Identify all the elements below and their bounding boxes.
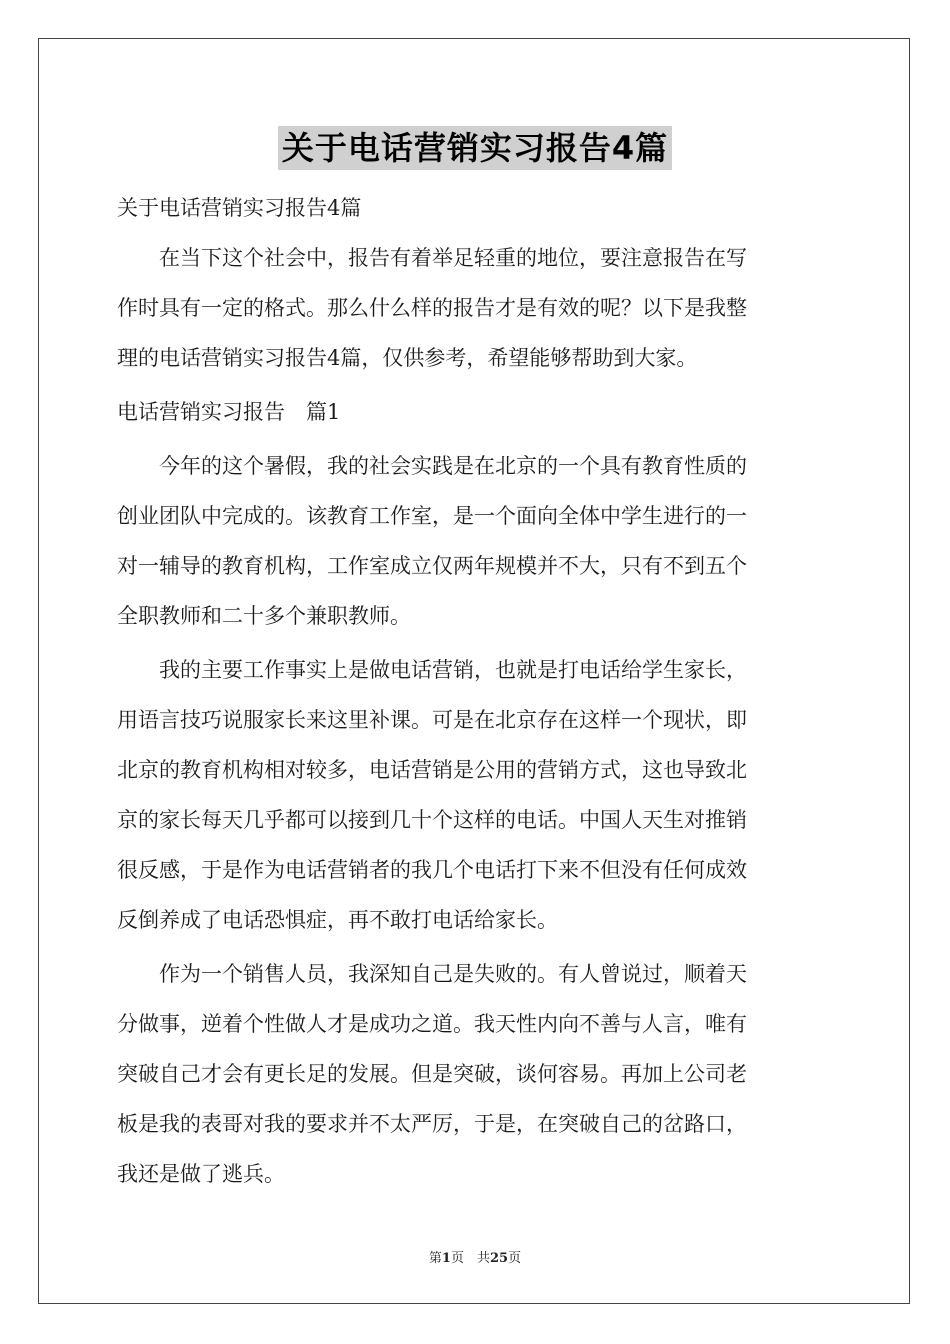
text-line: 板是我的表哥对我的要求并不太严厉，于是，在突破自己的岔路口， <box>117 1112 747 1136</box>
document-body <box>117 183 833 1203</box>
paragraph <box>117 441 833 641</box>
text-line: 创业团队中完成的。该教育工作室，是一个面向全体中学生进行的一 <box>117 504 747 528</box>
text-line: 今年的这个暑假，我的社会实践是在北京的一个具有教育性质的 <box>117 454 747 478</box>
paragraph <box>117 949 833 1199</box>
text-line: 全职教师和二十多个兼职教师。 <box>117 604 411 628</box>
document-title: 关于电话营销实习报告4篇 <box>278 126 672 170</box>
title-area <box>0 126 950 170</box>
paragraph-list <box>117 233 833 1199</box>
text-line: 很反感，于是作为电话营销者的我几个电话打下来不但没有任何成效 <box>117 858 747 882</box>
document-subtitle: 关于电话营销实习报告4篇 <box>117 196 362 220</box>
text-line: 作时具有一定的格式。那么什么样的报告才是有效的呢？以下是我整 <box>117 296 747 320</box>
paragraph <box>117 645 833 945</box>
text-line: 我还是做了逃兵。 <box>117 1162 285 1186</box>
text-line: 突破自己才会有更长足的发展。但是突破，谈何容易。再加上公司老 <box>117 1062 747 1086</box>
text-line: 反倒养成了电话恐惧症，再不敢打电话给家长。 <box>117 908 558 932</box>
text-line: 用语言技巧说服家长来这里补课。可是在北京存在这样一个现状，即 <box>117 708 747 732</box>
text-line: 北京的教育机构相对较多，电话营销是公用的营销方式，这也导致北 <box>117 758 747 782</box>
text-line: 电话营销实习报告 篇1 <box>117 400 341 424</box>
page-footer <box>0 1247 950 1266</box>
text-line: 分做事，逆着个性做人才是成功之道。我天性内向不善与人言，唯有 <box>117 1012 747 1036</box>
text-line: 在当下这个社会中，报告有着举足轻重的地位，要注意报告在写 <box>117 246 747 270</box>
text-line: 理的电话营销实习报告4篇，仅供参考，希望能够帮助到大家。 <box>117 346 698 370</box>
current-page-number: 1 <box>441 1251 451 1266</box>
text-line: 京的家长每天几乎都可以接到几十个这样的电话。中国人天生对推销 <box>117 808 747 832</box>
page-prefix: 第 <box>428 1251 442 1266</box>
paragraph <box>117 387 833 437</box>
text-line: 作为一个销售人员，我深知自己是失败的。有人曾说过，顺着天 <box>117 962 747 986</box>
text-line: 我的主要工作事实上是做电话营销，也就是打电话给学生家长， <box>117 658 747 682</box>
paragraph <box>117 233 833 383</box>
total-page-number: 25 <box>489 1251 509 1266</box>
page-suffix: 页 <box>508 1251 522 1266</box>
page-mid: 页 共 <box>450 1251 490 1266</box>
text-line: 对一辅导的教育机构，工作室成立仅两年规模并不大，只有不到五个 <box>117 554 747 578</box>
